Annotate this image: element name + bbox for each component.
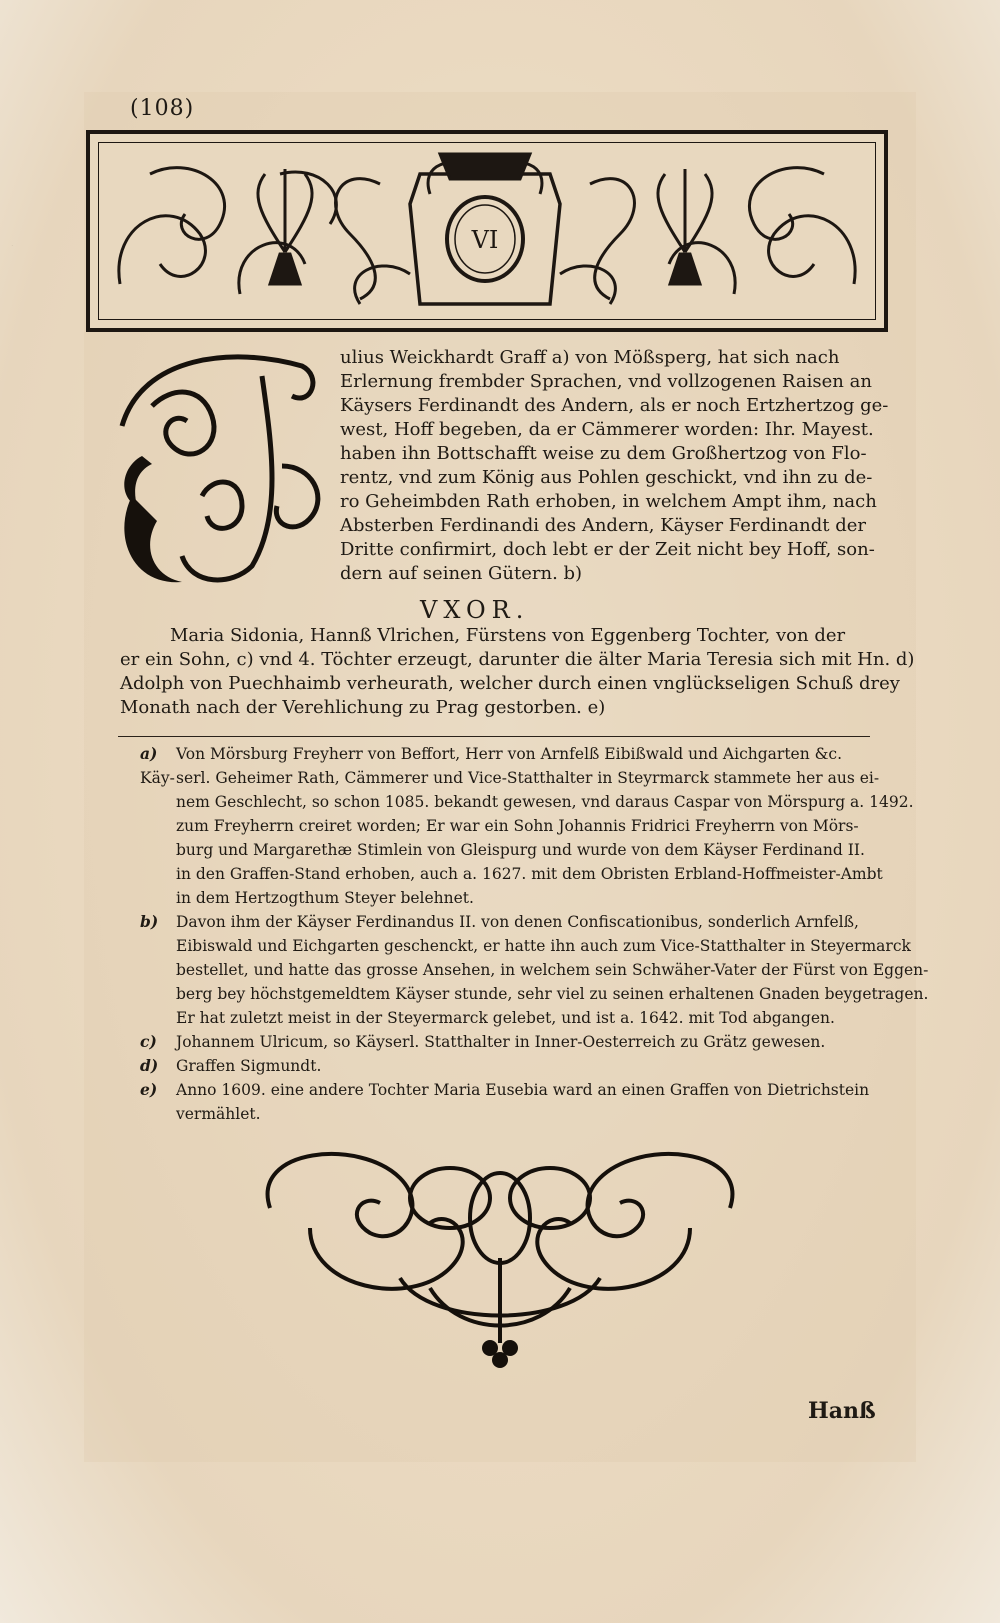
decorated-initial bbox=[12, 246, 332, 590]
main-text-line: Käysers Ferdinandt des Andern, als er noch Ertzhertzog ge- bbox=[340, 395, 889, 416]
footnote-line: bestellet, und hatte das grosse Ansehen, in welchem sein Schwäher-Vater der Fürst von Eggen- bbox=[176, 961, 929, 979]
main-text-line: Dritte confirmirt, doch lebt er der Zeit nicht bey Hoff, son- bbox=[340, 539, 875, 560]
footnote-line: zum Freyherrn creiret worden; Er war ein Sohn Johannis Fridrici Freyherrn von Mörs- bbox=[176, 817, 859, 835]
footnote-c bbox=[140, 1030, 880, 1054]
tailpiece-flourish bbox=[250, 1138, 750, 1378]
footnote-line: in den Graffen-Stand erhoben, auch a. 1627. mit dem Obristen Erbland-Hoffmeister-Ambt bbox=[176, 865, 883, 883]
ornament-scrollwork bbox=[90, 134, 884, 328]
initial-letter: J bbox=[12, 246, 13, 247]
footnote-line: in dem Hertzogthum Steyer belehnet. bbox=[176, 889, 474, 907]
main-text-line: rentz, vnd zum König aus Pohlen geschickt, vnd ihn zu de- bbox=[340, 467, 873, 488]
vxor-line: er ein Sohn, c) vnd 4. Töchter erzeugt, darunter die älter Maria Teresia sich mit Hn. d) bbox=[120, 649, 915, 670]
main-text-line: ulius Weickhardt Graff a) von Mößsperg, hat sich nach bbox=[340, 347, 840, 368]
footnote-rule bbox=[118, 736, 870, 737]
main-text-line: Erlernung frembder Sprachen, vnd vollzogenen Raisen an bbox=[340, 371, 872, 392]
footnote-mark: a) bbox=[140, 744, 158, 763]
footnote-line: nem Geschlecht, so schon 1085. bekandt gewesen, vnd daraus Caspar von Mörspurg a. 1492. bbox=[176, 793, 914, 811]
footnote-line: berg bey höchstgemeldtem Käyser stunde, sehr viel zu seinen erhaltenen Gnaden beygetragen. bbox=[176, 985, 929, 1003]
footnote-line: Graffen Sigmundt. bbox=[176, 1057, 322, 1075]
main-text-line: Absterben Ferdinandi des Andern, Käyser Ferdinandt der bbox=[340, 515, 867, 536]
footnote-mark: d) bbox=[140, 1056, 159, 1075]
vxor-heading: VXOR. bbox=[420, 596, 530, 624]
page-number: (108) bbox=[130, 96, 195, 121]
vxor-line: Monath nach der Verehlichung zu Prag gestorben. e) bbox=[120, 697, 606, 718]
header-ornament bbox=[86, 130, 888, 332]
footnote-mark: c) bbox=[140, 1032, 157, 1051]
catchword: Hanß bbox=[808, 1398, 876, 1424]
footnote-line: Anno 1609. eine andere Tochter Maria Eusebia ward an einen Graffen von Dietrichstein bbox=[176, 1081, 870, 1099]
footnote-line: Johannem Ulricum, so Käyserl. Statthalter in Inner-Oesterreich zu Grätz gewesen. bbox=[176, 1033, 826, 1051]
main-text-line: ro Geheimbden Rath erhoben, in welchem Ampt ihm, nach bbox=[340, 491, 877, 512]
main-text-line: dern auf seinen Gütern. b) bbox=[340, 563, 583, 584]
footnote-line: Eibiswald und Eichgarten geschenckt, er hatte ihn auch zum Vice-Statthalter in Steyermarck bbox=[176, 937, 911, 955]
cartouche-numeral: VI bbox=[471, 226, 499, 254]
footnote-line: Davon ihm der Käyser Ferdinandus II. von denen Confiscationibus, sonderlich Arnfelß, bbox=[176, 913, 859, 931]
vxor-line: Adolph von Puechhaimb verheurath, welcher durch einen vnglückseligen Schuß drey bbox=[120, 673, 900, 694]
footnote-line: Von Mörsburg Freyherr von Beffort, Herr von Arnfelß Eibißwald und Aichgarten &c. Käy- bbox=[140, 745, 843, 787]
main-text-line: west, Hoff begeben, da er Cämmerer worden: Ihr. Mayest. bbox=[340, 419, 874, 440]
footnote-b bbox=[140, 910, 880, 934]
footnote-line: vermählet. bbox=[176, 1105, 261, 1123]
footnote-mark: e) bbox=[140, 1080, 158, 1099]
footnote-d bbox=[140, 1054, 880, 1078]
footnote-e bbox=[140, 1078, 880, 1102]
main-text-line: haben ihn Bottschafft weise zu dem Großhertzog von Flo- bbox=[340, 443, 867, 464]
vxor-line: Maria Sidonia, Hannß Vlrichen, Fürstens von Eggenberg Tochter, von der bbox=[170, 625, 846, 646]
footnote-mark: b) bbox=[140, 912, 159, 931]
footnote-line: serl. Geheimer Rath, Cämmerer und Vice-Statthalter in Steyrmarck stammete her aus ei- bbox=[176, 769, 880, 787]
footnote-line: Er hat zuletzt meist in der Steyermarck gelebet, und ist a. 1642. mit Tod abgangen. bbox=[176, 1009, 835, 1027]
footnote-line: burg und Margarethæ Stimlein von Gleispurg und wurde von dem Käyser Ferdinand II. bbox=[176, 841, 865, 859]
